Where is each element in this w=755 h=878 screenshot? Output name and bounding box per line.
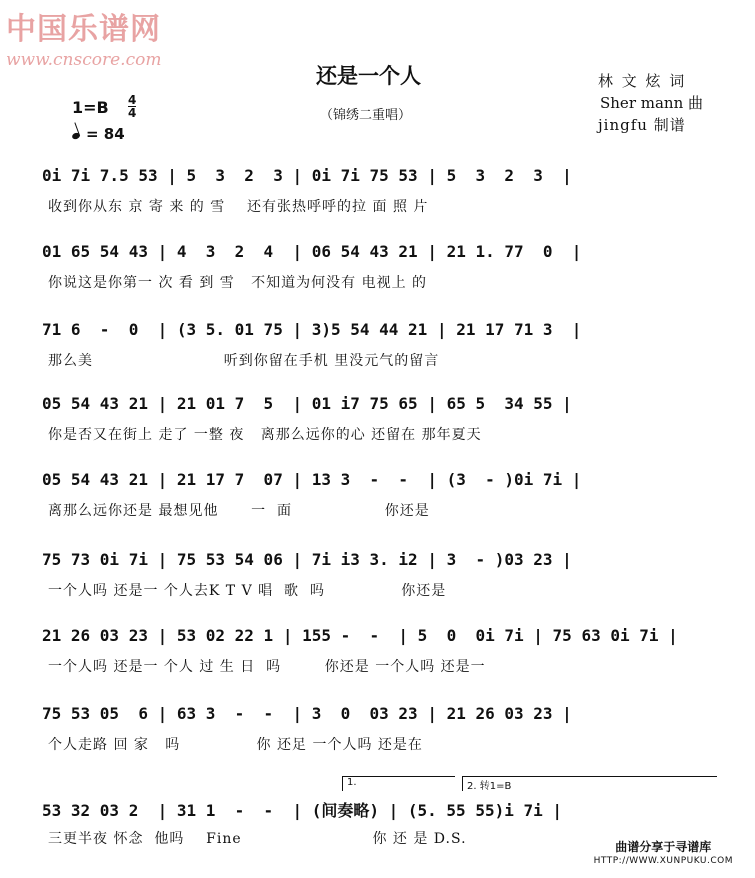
song-title: 还是一个人	[316, 63, 421, 88]
time-signature-bottom: 4	[128, 106, 137, 120]
first-ending-label: 1.	[347, 777, 357, 788]
time-signature-top: 4	[128, 93, 137, 107]
time-signature	[128, 94, 136, 119]
score-row-3	[0, 320, 755, 400]
score-row-7	[0, 626, 755, 706]
score-row-8	[0, 704, 755, 784]
lyrics-line: 三更半夜 怀念 他吗 Fine 你 还 是 D.S.	[48, 831, 467, 847]
tempo-value: = 84	[86, 125, 125, 143]
watermark-url: www.cnscore.com	[6, 50, 162, 70]
footer-stamp	[594, 840, 733, 868]
song-subtitle: （锦绣二重唱）	[320, 108, 412, 123]
notation-line: 05 54 43 21 | 21 01 7 5 | 01 i7 75 65 | 65 5 34 55 |	[42, 394, 572, 413]
notation-line: 05 54 43 21 | 21 17 7 07 | 13 3 - - | (3 - )0i 7i |	[42, 470, 582, 489]
modulation-label: 转1=B	[479, 781, 512, 792]
second-ending-bracket	[462, 776, 717, 791]
lyrics-line: 你是否又在街上 走了 一整 夜 离那么远你的心 还留在 那年夏天	[48, 427, 482, 443]
share-text: 曲谱分享于寻谱库	[615, 840, 712, 854]
notation-line: 01 65 54 43 | 4 3 2 4 | 06 54 43 21 | 21 1. 77 0 |	[42, 242, 582, 261]
notation-line: 21 26 03 23 | 53 02 22 1 | 155 - - | 5 0 0i 7i | 75 63 0i 7i |	[42, 626, 678, 645]
tempo-marking	[72, 125, 125, 143]
score-row-5	[0, 470, 755, 550]
score-row-4	[0, 394, 755, 474]
lyrics-line: 收到你从东 京 寄 来 的 雪 还有张热呼呼的拉 面 照 片	[48, 199, 429, 215]
lyrics-line: 一个人吗 还是一 个人 过 生 日 吗 你还是 一个人吗 还是一	[48, 659, 486, 675]
second-ending-label: 2.	[467, 781, 477, 792]
notation-line: 71 6 - 0 | (3 5. 01 75 | 3)5 54 44 21 | 21 17 71 3 |	[42, 320, 582, 339]
lyricist-credit: 林 文 炫 词	[598, 72, 687, 90]
lyrics-line: 个人走路 回 家 吗 你 还足 一个人吗 还是在	[48, 737, 423, 753]
notation-line: 75 73 0i 7i | 75 53 54 06 | 7i i3 3. i2 | 3 - )03 23 |	[42, 550, 572, 569]
share-url: HTTP://WWW.XUNPUKU.COM	[593, 856, 733, 866]
engraver-credit: jingfu 制谱	[598, 116, 686, 134]
score-row-1	[0, 166, 755, 246]
notation-line: 75 53 05 6 | 63 3 - - | 3 0 03 23 | 21 26 03 23 |	[42, 704, 572, 723]
first-ending-bracket	[342, 776, 455, 791]
score-row-2	[0, 242, 755, 322]
lyrics-line: 一个人吗 还是一 个人去K T V 唱 歌 吗 你还是	[48, 583, 447, 599]
quarter-note-icon	[71, 132, 81, 140]
score-row-6	[0, 550, 755, 630]
composer-credit: Sher mann 曲	[600, 94, 704, 112]
notation-line: 53 32 03 2 | 31 1 - - | (间奏略) | (5. 55 55)i 7i |	[42, 801, 563, 820]
lyrics-line: 那么美 听到你留在手机 里没元气的留言	[48, 353, 440, 369]
lyrics-line: 离那么远你还是 最想见他 一 面 你还是	[48, 503, 430, 519]
watermark-site-name: 中国乐谱网	[6, 12, 161, 47]
key-signature: 1=B	[72, 98, 109, 117]
notation-line: 0i 7i 7.5 53 | 5 3 2 3 | 0i 7i 75 53 | 5 3 2 3 |	[42, 166, 572, 185]
lyrics-line: 你说这是你第一 次 看 到 雪 不知道为何没有 电视上 的	[48, 275, 428, 291]
